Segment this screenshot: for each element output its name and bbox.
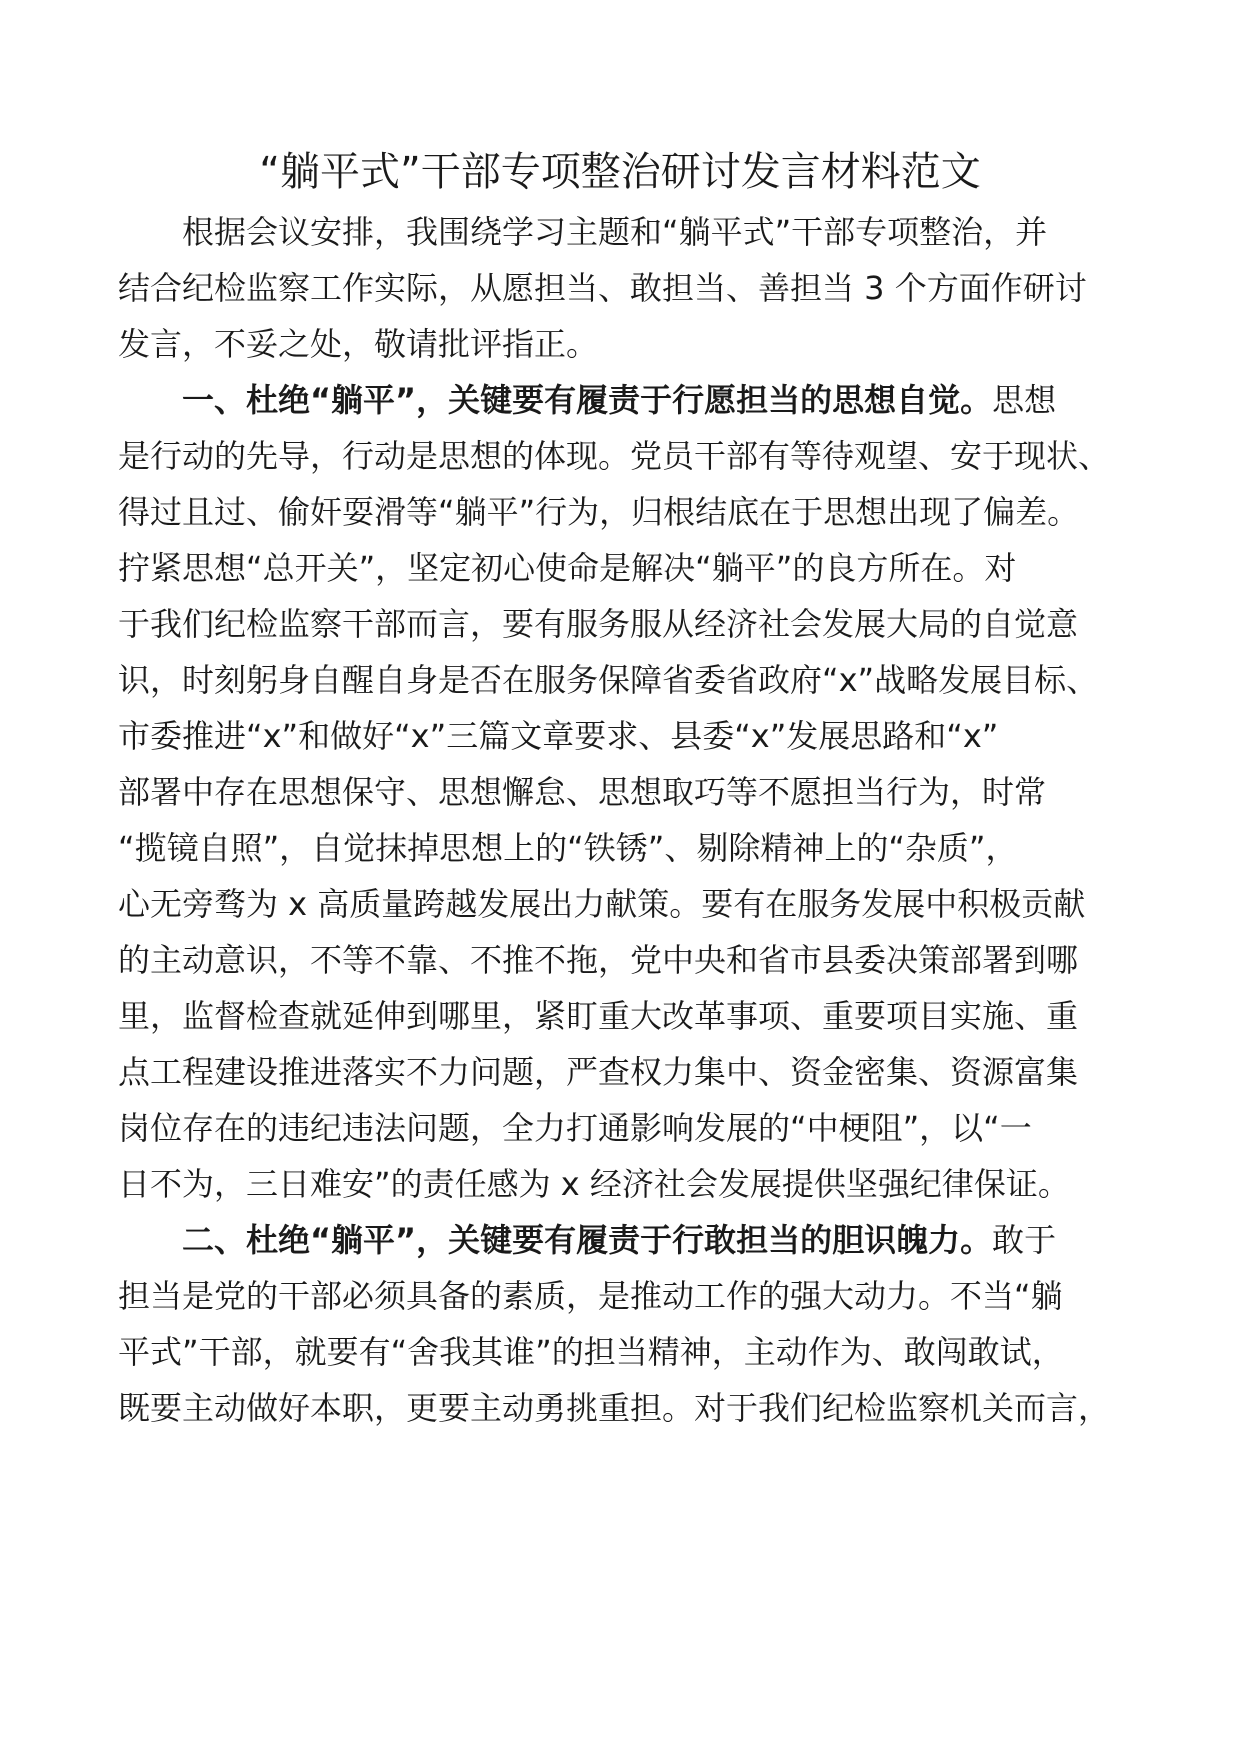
document-title: “躺平式”干部专项整治研讨发言材料范文 xyxy=(259,149,981,195)
section2-line: 既要主动做好本职，更要主动勇挑重担。对于我们纪检监察机关而言， xyxy=(118,1389,1111,1427)
section1-line: 得过且过、偷奸耍滑等“躺平”行为，归根结底在于思想出现了偏差。 xyxy=(118,493,1080,531)
section1-heading: 一、杜绝“躺平”，关键要有履责于行愿担当的思想自觉。 xyxy=(182,381,993,419)
section1-line: “揽镜自照”，自觉抹掉思想上的“铁锈”、剔除精神上的“杂质”， xyxy=(118,829,1018,867)
section1-line: 市委推进“x”和做好“x”三篇文章要求、县委“x”发展思路和“x” xyxy=(118,717,999,755)
section2-first-line xyxy=(182,1215,1056,1265)
section1-line: 部署中存在思想保守、思想懈怠、思想取巧等不愿担当行为，时常 xyxy=(118,773,1047,811)
section1-line: 拧紧思想“总开关”，坚定初心使命是解决“躺平”的良方所在。对 xyxy=(118,549,1017,587)
section1-line: 于我们纪检监察干部而言，要有服务服从经济社会发展大局的自觉意 xyxy=(118,605,1079,643)
section1-line: 里，监督检查就延伸到哪里，紧盯重大改革事项、重要项目实施、重 xyxy=(118,997,1079,1035)
section1-line: 日不为，三日难安”的责任感为 x 经济社会发展提供坚强纪律保证。 xyxy=(118,1165,1070,1203)
section1-line: 识，时刻躬身自醒自身是否在服务保障省委省政府“x”战略发展目标、 xyxy=(118,661,1099,699)
section2-line: 担当是党的干部必须具备的素质，是推动工作的强大动力。不当“躺 xyxy=(118,1277,1063,1315)
section1-line: 岗位存在的违纪违法问题，全力打通影响发展的“中梗阻”，以“一 xyxy=(118,1109,1032,1147)
intro-line: 发言，不妥之处，敬请批评指正。 xyxy=(118,325,599,363)
section1-first-line xyxy=(182,375,1056,425)
section2-line: 平式”干部，就要有“舍我其谁”的担当精神，主动作为、敢闯敢试， xyxy=(118,1333,1064,1371)
section1-line: 心无旁骛为 x 高质量跨越发展出力献策。要有在服务发展中积极贡献 xyxy=(118,885,1086,923)
section1-first-tail: 思想 xyxy=(992,381,1057,419)
section1-line: 是行动的先导，行动是思想的体现。党员干部有等待观望、安于现状、 xyxy=(118,437,1111,475)
section1-line: 点工程建设推进落实不力问题，严查权力集中、资金密集、资源富集 xyxy=(118,1053,1079,1091)
section2-heading: 二、杜绝“躺平”，关键要有履责于行敢担当的胆识魄力。 xyxy=(182,1221,993,1259)
intro-line: 根据会议安排，我围绕学习主题和“躺平式”干部专项整治，并 xyxy=(182,213,1048,251)
intro-line: 结合纪检监察工作实际，从愿担当、敢担当、善担当 3 个方面作研讨 xyxy=(118,269,1087,307)
section2-first-tail: 敢于 xyxy=(992,1221,1057,1259)
section1-line: 的主动意识，不等不靠、不推不拖，党中央和省市县委决策部署到哪 xyxy=(118,941,1079,979)
